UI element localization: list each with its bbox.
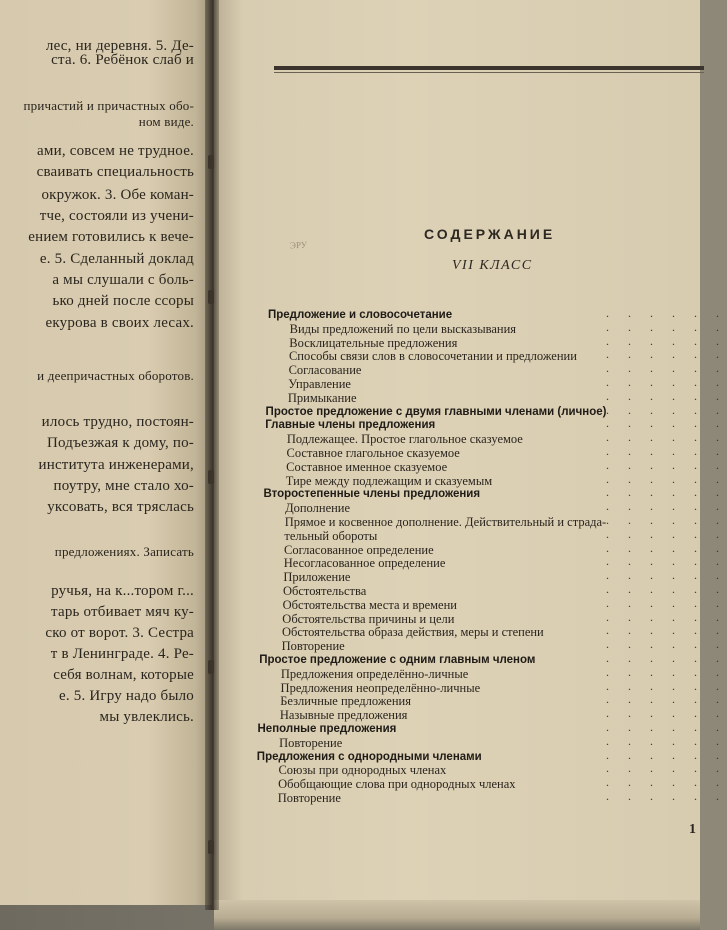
toc-section-heading: Простое предложение с одним главным членом — [259, 654, 536, 666]
toc-entry: Назывные предложения — [279, 708, 408, 723]
toc-entry: Союзы при однородных членах — [278, 763, 447, 778]
toc-entry: Тире между подлежащим и сказуемым — [285, 473, 493, 488]
faint-mark: ЭРУ — [289, 239, 308, 251]
toc-entry: Повторение — [281, 639, 345, 654]
toc-entry: Составное глагольное сказуемое — [286, 446, 460, 460]
binding-stitch — [208, 840, 214, 854]
leader-dots: . . . . . . — [606, 747, 727, 762]
leader-dots: . . . . . . — [606, 623, 727, 638]
leader-dots: . . . . . . — [606, 388, 727, 403]
left-page-line: себя волнам, которые — [53, 667, 194, 683]
leader-dots: . . . . . . — [606, 416, 727, 431]
leader-dots: . . . . . . — [606, 609, 727, 624]
page-title: СОДЕРЖАНИЕ — [424, 226, 556, 242]
right-page — [214, 0, 727, 930]
book-gutter — [205, 0, 219, 910]
toc-entry: Несогласованное определение — [283, 556, 446, 571]
leader-dots: . . . . . . — [606, 582, 727, 596]
leader-dots: . . . . . . — [606, 402, 727, 417]
toc-entry: Восклицательные предложения — [289, 335, 458, 350]
binding-stitch — [208, 660, 214, 674]
leader-dots: . . . . . . — [606, 540, 727, 555]
toc-section-heading: Главные члены предложения — [265, 419, 436, 432]
leader-dots: . . . . . . — [606, 457, 727, 472]
left-page-line: мы увлеклись. — [99, 709, 194, 725]
leader-dots: . . . . . . — [606, 692, 727, 707]
toc-section-heading: Предложение и словосочетание — [268, 309, 453, 321]
toc-entry: Обобщающие слова при однородных членах — [278, 777, 516, 792]
leader-dots: . . . . . . — [606, 430, 727, 445]
left-page-line: предложениях. Записать — [54, 544, 194, 559]
toc-entry: Предложения неопределённо-личные — [280, 680, 481, 695]
toc-entry: Безличные предложения — [280, 694, 411, 709]
toc-entry: Согласованное определение — [284, 542, 434, 557]
leader-dots: . . . . . . — [606, 333, 727, 348]
leader-dots: . . . . . . — [606, 568, 727, 583]
left-page-line: окружок. 3. Обе коман- — [41, 187, 194, 203]
toc-entry: тельный обороты — [284, 528, 378, 543]
toc-entry: Способы связи слов в словосочетании и предложении — [288, 349, 577, 364]
leader-dots: . . . . . . — [606, 513, 727, 527]
left-page-line: е. 5. Сделанный доклад — [39, 251, 194, 267]
leader-dots: . . . . . . — [606, 761, 727, 776]
toc-entry: Обстоятельства образа действия, меры и степени — [281, 625, 544, 640]
left-page-line: ением готовились к вече- — [28, 229, 194, 245]
toc-section-heading: Предложения с однородными членами — [256, 750, 482, 763]
toc-entry: Подлежащее. Простое глагольное сказуемое — [286, 432, 523, 447]
leader-dots: . . . . . . — [606, 347, 727, 362]
page-bottom-edge — [214, 900, 700, 930]
leader-dots: . . . . . . — [606, 444, 727, 458]
leader-dots: . . . . . . — [606, 664, 727, 679]
left-page-line: Подъезжая к дому, по- — [46, 435, 194, 451]
toc-section-heading: Второстепенные члены предложения — [263, 488, 481, 501]
toc-entry: Примыкание — [287, 390, 357, 405]
leader-dots: . . . . . . — [606, 471, 727, 486]
left-page-line: лес, ни деревня. 5. Де- — [45, 38, 194, 54]
leader-dots: . . . . . . — [606, 637, 727, 652]
leader-dots: . . . . . . — [606, 775, 727, 790]
toc-entry: Обстоятельства причины и цели — [282, 611, 455, 626]
leader-dots: . . . . . . — [606, 789, 727, 803]
leader-dots: . . . . . . — [606, 678, 727, 693]
left-page-line: т в Ленинграде. 4. Ре- — [50, 646, 194, 662]
toc-entry: Составное именное сказуемое — [286, 459, 448, 474]
left-page-line: сваивать специальность — [36, 164, 194, 180]
leader-dots: . . . . . . — [606, 554, 727, 569]
left-page-line: илось трудно, постоян- — [41, 414, 194, 430]
toc-entry: Дополнение — [285, 501, 351, 516]
left-page-line: поутру, мне стало хо- — [53, 478, 194, 494]
toc-entry: Обстоятельства — [283, 584, 367, 598]
toc-entry: Управление — [288, 377, 351, 391]
leader-dots: . . . . . . — [606, 361, 727, 376]
binding-stitch — [208, 155, 214, 169]
toc-entry: Приложение — [283, 570, 351, 585]
toc-entry: Согласование — [288, 363, 362, 378]
table-of-contents — [214, 0, 727, 930]
leader-dots: . . . . . . — [606, 499, 727, 514]
left-page-line: причастий и причастных обо- — [23, 98, 194, 113]
leader-dots: . . . . . . — [606, 595, 727, 610]
toc-entry: Повторение — [279, 735, 343, 750]
section-subtitle: VII КЛАСС — [452, 258, 533, 273]
toc-entry: Обстоятельства места и времени — [282, 597, 457, 612]
left-page-line: ручья, на к...тором г... — [51, 583, 194, 599]
toc-entry: Виды предложений по цели высказывания — [289, 321, 517, 336]
left-page-line: ько дней после ссоры — [52, 293, 194, 309]
left-page-line: ами, совсем не трудное. — [37, 143, 194, 159]
left-page-line: ном виде. — [138, 114, 194, 129]
page-number: 1 — [689, 822, 696, 837]
left-page-line: уксовать, вся тряслась — [47, 499, 194, 515]
left-page-line: екурова в своих лесах. — [45, 315, 194, 331]
left-page-line: ско от ворот. 3. Сестра — [45, 625, 194, 641]
left-page-line: тче, состояли из учени- — [39, 208, 194, 224]
left-page-line: и деепричастных оборотов. — [37, 368, 194, 383]
toc-section-heading: Неполные предложения — [257, 723, 397, 735]
leader-dots: . . . . . . — [606, 733, 727, 748]
toc-section-heading: Простое предложение с двумя главными членами (личное) — [265, 405, 607, 418]
left-page-line: ста. 6. Ребёнок слаб и — [51, 52, 194, 68]
leader-dots: . . . . . . — [606, 720, 727, 734]
binding-stitch — [208, 470, 214, 484]
leader-dots: . . . . . . — [606, 526, 727, 541]
left-page-line: тарь отбивает мяч ку- — [51, 604, 194, 620]
leader-dots: . . . . . . — [606, 485, 727, 500]
toc-entry: Повторение — [277, 791, 341, 805]
left-page-line: а мы слушали с боль- — [52, 272, 194, 288]
left-page-line: е. 5. Игру надо было — [59, 688, 194, 704]
toc-entry: Прямое и косвенное дополнение. Действительный и страда- — [284, 515, 607, 529]
left-page — [0, 0, 212, 905]
left-page-line: института инженерами, — [38, 457, 194, 473]
binding-stitch — [208, 290, 214, 304]
leader-dots: . . . . . . — [606, 706, 727, 721]
toc-entry: Предложения определённо-личные — [280, 666, 469, 681]
leader-dots: . . . . . . — [606, 375, 727, 389]
leader-dots: . . . . . . — [606, 306, 727, 320]
leader-dots: . . . . . . — [606, 651, 727, 665]
leader-dots: . . . . . . — [606, 319, 727, 334]
